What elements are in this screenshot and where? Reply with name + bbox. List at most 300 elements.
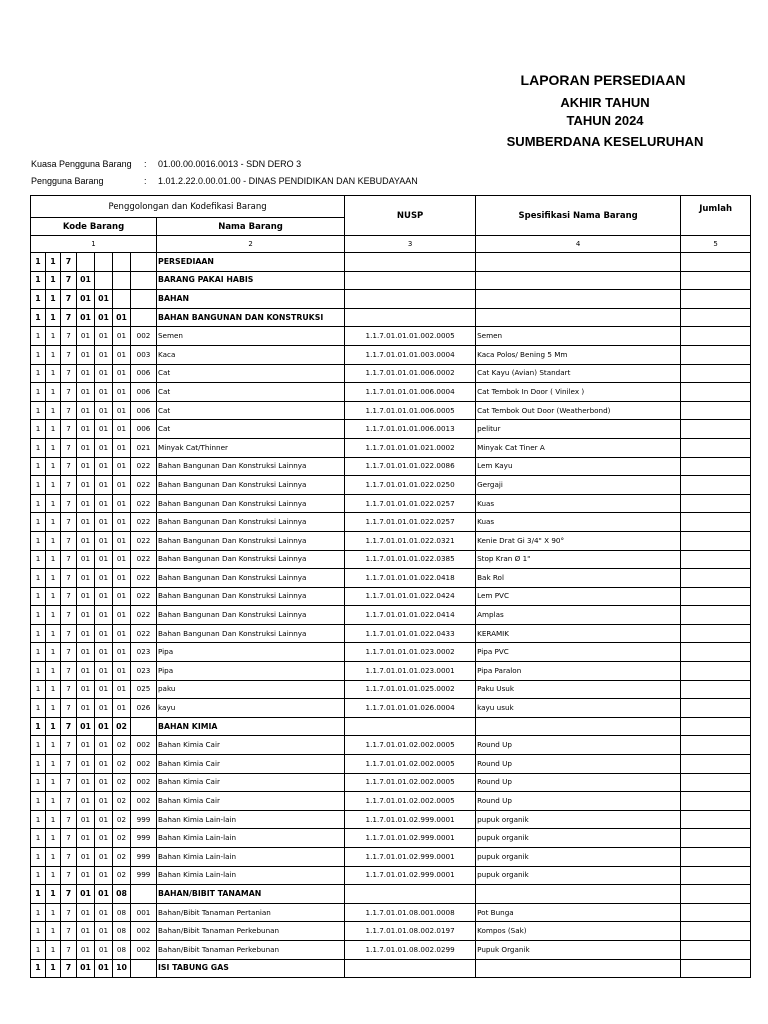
kode-cell: 01 [77, 699, 95, 718]
spesifikasi-cell: Pot Bunga [476, 903, 681, 922]
kode-cell: 1 [46, 569, 61, 588]
nusp-cell: 1.1.7.01.01.01.006.0005 [345, 401, 476, 420]
kode-cell: 002 [131, 773, 157, 792]
nusp-cell: 1.1.7.01.01.02.999.0001 [345, 866, 476, 885]
kode-cell: 1 [31, 327, 46, 346]
spesifikasi-cell: Pipa PVC [476, 643, 681, 662]
kode-cell: 1 [46, 606, 61, 625]
kode-cell: 022 [131, 513, 157, 532]
kode-cell: 1 [31, 940, 46, 959]
kode-cell: 1 [31, 308, 46, 327]
kode-cell: 002 [131, 922, 157, 941]
kode-cell: 1 [46, 940, 61, 959]
meta-label: Kuasa Pengguna Barang [31, 159, 132, 169]
jumlah-cell [681, 680, 751, 699]
kode-cell: 02 [113, 810, 131, 829]
kode-cell [131, 885, 157, 904]
kode-cell: 1 [31, 959, 46, 978]
nama-barang-cell: Bahan Kimia Cair [157, 792, 345, 811]
kode-cell: 1 [31, 810, 46, 829]
jumlah-cell [681, 345, 751, 364]
jumlah-cell [681, 643, 751, 662]
nusp-cell: 1.1.7.01.01.01.022.0418 [345, 569, 476, 588]
jumlah-cell [681, 755, 751, 774]
kode-cell: 1 [46, 792, 61, 811]
kode-cell: 01 [95, 643, 113, 662]
kode-cell: 7 [61, 662, 77, 681]
header-num-2: 2 [157, 236, 345, 253]
kode-cell: 01 [95, 420, 113, 439]
jumlah-cell [681, 903, 751, 922]
jumlah-cell [681, 717, 751, 736]
kode-cell: 7 [61, 513, 77, 532]
nama-barang-cell: Bahan Kimia Lain-lain [157, 810, 345, 829]
kode-cell: 1 [46, 476, 61, 495]
nama-barang-cell: Bahan Bangunan Dan Konstruksi Lainnya [157, 476, 345, 495]
kode-cell: 1 [46, 308, 61, 327]
kode-cell: 7 [61, 569, 77, 588]
kode-cell: 1 [46, 717, 61, 736]
header-nama-barang: Nama Barang [157, 218, 345, 236]
spesifikasi-cell: Kaca Polos/ Bening 5 Mm [476, 345, 681, 364]
spesifikasi-cell: Paku Usuk [476, 680, 681, 699]
kode-cell [113, 271, 131, 290]
jumlah-cell [681, 513, 751, 532]
kode-cell: 02 [113, 773, 131, 792]
kode-cell: 1 [31, 606, 46, 625]
kode-cell: 01 [77, 327, 95, 346]
kode-cell: 026 [131, 699, 157, 718]
kode-cell [131, 253, 157, 272]
table-row [31, 922, 751, 941]
kode-cell: 1 [31, 829, 46, 848]
table-row [31, 755, 751, 774]
kode-cell: 7 [61, 755, 77, 774]
jumlah-cell [681, 662, 751, 681]
spesifikasi-cell [476, 290, 681, 309]
kode-cell: 1 [31, 866, 46, 885]
kode-cell: 01 [95, 717, 113, 736]
kode-cell: 1 [31, 494, 46, 513]
kode-cell: 1 [46, 959, 61, 978]
meta-value: 01.00.00.0016.0013 - SDN DERO 3 [158, 159, 302, 169]
kode-cell: 023 [131, 643, 157, 662]
kode-cell: 006 [131, 364, 157, 383]
kode-cell: 003 [131, 345, 157, 364]
kode-cell: 02 [113, 736, 131, 755]
kode-cell: 01 [77, 624, 95, 643]
kode-cell: 7 [61, 736, 77, 755]
jumlah-cell [681, 476, 751, 495]
kode-cell: 7 [61, 438, 77, 457]
table-row [31, 885, 751, 904]
nusp-cell: 1.1.7.01.01.01.022.0414 [345, 606, 476, 625]
kode-cell: 01 [95, 606, 113, 625]
jumlah-cell [681, 829, 751, 848]
nusp-cell: 1.1.7.01.01.01.023.0001 [345, 662, 476, 681]
kode-cell [113, 253, 131, 272]
kode-cell: 022 [131, 606, 157, 625]
kode-cell: 01 [113, 662, 131, 681]
kode-cell: 1 [46, 903, 61, 922]
kode-cell: 1 [46, 885, 61, 904]
kode-cell: 7 [61, 922, 77, 941]
kode-cell: 1 [46, 624, 61, 643]
kode-cell: 1 [31, 699, 46, 718]
nama-barang-cell: Kaca [157, 345, 345, 364]
kode-cell: 02 [113, 792, 131, 811]
nusp-cell: 1.1.7.01.01.01.022.0433 [345, 624, 476, 643]
header-nusp: NUSP [345, 196, 476, 236]
kode-cell: 01 [77, 401, 95, 420]
kode-cell: 1 [46, 438, 61, 457]
kode-cell: 01 [113, 624, 131, 643]
jumlah-cell [681, 848, 751, 867]
report-title: LAPORAN PERSEDIAAN [520, 72, 686, 88]
jumlah-cell [681, 606, 751, 625]
kode-cell: 1 [46, 494, 61, 513]
kode-cell: 023 [131, 662, 157, 681]
jumlah-cell [681, 308, 751, 327]
kode-cell: 10 [113, 959, 131, 978]
kode-cell: 999 [131, 829, 157, 848]
nama-barang-cell: Bahan Kimia Cair [157, 773, 345, 792]
kode-cell: 1 [31, 922, 46, 941]
spesifikasi-cell: Round Up [476, 773, 681, 792]
nama-barang-cell: Bahan Bangunan Dan Konstruksi Lainnya [157, 624, 345, 643]
meta-sep: : [144, 159, 147, 169]
kode-cell: 7 [61, 699, 77, 718]
kode-cell: 1 [31, 662, 46, 681]
spesifikasi-cell: Lem PVC [476, 587, 681, 606]
kode-cell: 1 [31, 383, 46, 402]
kode-cell: 7 [61, 885, 77, 904]
table-row [31, 550, 751, 569]
nusp-cell: 1.1.7.01.01.01.022.0385 [345, 550, 476, 569]
nama-barang-cell: Bahan Bangunan Dan Konstruksi Lainnya [157, 606, 345, 625]
nusp-cell: 1.1.7.01.01.01.022.0257 [345, 513, 476, 532]
nusp-cell: 1.1.7.01.01.01.003.0004 [345, 345, 476, 364]
spesifikasi-cell [476, 253, 681, 272]
kode-cell: 1 [46, 327, 61, 346]
table-row [31, 308, 751, 327]
nusp-cell: 1.1.7.01.01.08.002.0299 [345, 940, 476, 959]
kode-cell: 7 [61, 531, 77, 550]
table-row [31, 438, 751, 457]
kode-cell: 1 [46, 773, 61, 792]
kode-cell: 7 [61, 550, 77, 569]
kode-cell [131, 271, 157, 290]
kode-cell: 01 [113, 401, 131, 420]
kode-cell: 01 [95, 922, 113, 941]
spesifikasi-cell: Round Up [476, 736, 681, 755]
kode-cell: 1 [46, 401, 61, 420]
jumlah-cell [681, 364, 751, 383]
kode-cell [131, 290, 157, 309]
table-row [31, 457, 751, 476]
header-num-5: 5 [681, 236, 751, 253]
spesifikasi-cell: Kompos (Sak) [476, 922, 681, 941]
nusp-cell [345, 717, 476, 736]
kode-cell: 01 [95, 476, 113, 495]
kode-cell: 01 [77, 290, 95, 309]
kode-cell: 999 [131, 866, 157, 885]
kode-cell: 01 [77, 271, 95, 290]
kode-cell: 01 [113, 364, 131, 383]
table-row [31, 383, 751, 402]
kode-cell: 7 [61, 364, 77, 383]
table-row [31, 699, 751, 718]
nusp-cell: 1.1.7.01.01.08.001.0008 [345, 903, 476, 922]
kode-cell: 1 [46, 550, 61, 569]
kode-cell: 1 [46, 643, 61, 662]
kode-cell: 1 [46, 680, 61, 699]
kode-cell: 01 [77, 755, 95, 774]
kode-cell: 7 [61, 420, 77, 439]
jumlah-cell [681, 922, 751, 941]
nama-barang-cell: BARANG PAKAI HABIS [157, 271, 345, 290]
kode-cell: 01 [77, 717, 95, 736]
kode-cell: 025 [131, 680, 157, 699]
kode-cell [95, 271, 113, 290]
kode-cell: 01 [77, 550, 95, 569]
table-row [31, 829, 751, 848]
nama-barang-cell: Pipa [157, 643, 345, 662]
nama-barang-cell: Bahan Kimia Cair [157, 755, 345, 774]
kode-cell: 08 [113, 885, 131, 904]
nusp-cell: 1.1.7.01.01.02.002.0005 [345, 792, 476, 811]
nusp-cell: 1.1.7.01.01.01.002.0005 [345, 327, 476, 346]
nusp-cell: 1.1.7.01.01.02.002.0005 [345, 736, 476, 755]
kode-cell: 1 [46, 922, 61, 941]
kode-cell: 01 [95, 457, 113, 476]
kode-cell: 022 [131, 569, 157, 588]
kode-cell: 7 [61, 308, 77, 327]
jumlah-cell [681, 569, 751, 588]
kode-cell: 1 [46, 848, 61, 867]
kode-cell [95, 253, 113, 272]
nusp-cell: 1.1.7.01.01.02.002.0005 [345, 773, 476, 792]
kode-cell: 01 [95, 755, 113, 774]
kode-cell: 7 [61, 587, 77, 606]
table-row [31, 345, 751, 364]
kode-cell: 01 [95, 773, 113, 792]
kode-cell: 01 [77, 829, 95, 848]
table-row [31, 253, 751, 272]
nusp-cell: 1.1.7.01.01.08.002.0197 [345, 922, 476, 941]
kode-cell: 7 [61, 903, 77, 922]
nama-barang-cell: Bahan Kimia Cair [157, 736, 345, 755]
kode-cell: 01 [113, 383, 131, 402]
table-row [31, 662, 751, 681]
nama-barang-cell: Minyak Cat/Thinner [157, 438, 345, 457]
kode-cell: 01 [77, 438, 95, 457]
kode-cell: 1 [46, 810, 61, 829]
nusp-cell: 1.1.7.01.01.01.006.0004 [345, 383, 476, 402]
nama-barang-cell: Bahan Bangunan Dan Konstruksi Lainnya [157, 531, 345, 550]
kode-cell: 1 [46, 364, 61, 383]
table-row [31, 513, 751, 532]
kode-cell: 01 [77, 680, 95, 699]
header-num-1: 1 [31, 236, 157, 253]
nusp-cell [345, 271, 476, 290]
kode-cell: 01 [77, 922, 95, 941]
kode-cell: 01 [95, 494, 113, 513]
nama-barang-cell: PERSEDIAAN [157, 253, 345, 272]
kode-cell: 7 [61, 327, 77, 346]
kode-cell: 01 [113, 643, 131, 662]
kode-cell: 7 [61, 940, 77, 959]
report-subtitle: AKHIR TAHUN [560, 95, 650, 110]
kode-cell: 1 [46, 587, 61, 606]
nama-barang-cell: ISI TABUNG GAS [157, 959, 345, 978]
spesifikasi-cell [476, 271, 681, 290]
kode-cell: 002 [131, 792, 157, 811]
kode-cell: 01 [95, 662, 113, 681]
kode-cell: 002 [131, 755, 157, 774]
kode-cell: 01 [77, 773, 95, 792]
kode-cell: 022 [131, 457, 157, 476]
kode-cell: 01 [95, 345, 113, 364]
table-row [31, 606, 751, 625]
table-body [31, 253, 751, 978]
table-row [31, 959, 751, 978]
table-row [31, 476, 751, 495]
nusp-cell [345, 959, 476, 978]
kode-cell: 022 [131, 476, 157, 495]
table-row [31, 420, 751, 439]
kode-cell: 01 [77, 308, 95, 327]
kode-cell: 01 [77, 364, 95, 383]
spesifikasi-cell: Round Up [476, 792, 681, 811]
table-row [31, 401, 751, 420]
nama-barang-cell: BAHAN KIMIA [157, 717, 345, 736]
kode-cell: 01 [95, 866, 113, 885]
table-row [31, 680, 751, 699]
nama-barang-cell: kayu [157, 699, 345, 718]
jumlah-cell [681, 959, 751, 978]
spesifikasi-cell: Lem Kayu [476, 457, 681, 476]
nusp-cell: 1.1.7.01.01.01.022.0321 [345, 531, 476, 550]
kode-cell: 7 [61, 457, 77, 476]
kode-cell: 1 [46, 271, 61, 290]
kode-cell: 1 [31, 531, 46, 550]
table-row [31, 364, 751, 383]
nama-barang-cell: Bahan Bangunan Dan Konstruksi Lainnya [157, 550, 345, 569]
kode-cell: 1 [46, 420, 61, 439]
kode-cell [113, 290, 131, 309]
nama-barang-cell: Bahan Kimia Lain-lain [157, 848, 345, 867]
kode-cell: 1 [31, 903, 46, 922]
kode-cell: 1 [46, 699, 61, 718]
kode-cell: 1 [46, 829, 61, 848]
kode-cell: 1 [31, 773, 46, 792]
table-row [31, 903, 751, 922]
kode-cell: 022 [131, 550, 157, 569]
kode-cell: 01 [113, 587, 131, 606]
jumlah-cell [681, 587, 751, 606]
spesifikasi-cell [476, 959, 681, 978]
kode-cell: 01 [95, 513, 113, 532]
jumlah-cell [681, 885, 751, 904]
kode-cell: 1 [31, 271, 46, 290]
kode-cell: 1 [31, 792, 46, 811]
table-row [31, 271, 751, 290]
kode-cell: 1 [31, 290, 46, 309]
kode-cell: 7 [61, 959, 77, 978]
kode-cell: 7 [61, 773, 77, 792]
kode-cell: 01 [95, 624, 113, 643]
kode-cell: 01 [95, 680, 113, 699]
table-row [31, 940, 751, 959]
kode-cell: 02 [113, 755, 131, 774]
jumlah-cell [681, 253, 751, 272]
nama-barang-cell: Bahan Kimia Lain-lain [157, 829, 345, 848]
kode-cell: 01 [113, 699, 131, 718]
kode-cell: 1 [46, 736, 61, 755]
nama-barang-cell: Bahan Bangunan Dan Konstruksi Lainnya [157, 587, 345, 606]
table-row [31, 736, 751, 755]
table-row [31, 643, 751, 662]
kode-cell: 1 [31, 736, 46, 755]
kode-cell: 01 [77, 959, 95, 978]
spesifikasi-cell: pupuk organik [476, 848, 681, 867]
kode-cell: 01 [95, 438, 113, 457]
kode-cell: 08 [113, 922, 131, 941]
kode-cell: 022 [131, 624, 157, 643]
kode-cell: 7 [61, 290, 77, 309]
kode-cell: 01 [95, 531, 113, 550]
nama-barang-cell: Pipa [157, 662, 345, 681]
kode-cell: 01 [95, 736, 113, 755]
spesifikasi-cell: Kenie Drat Gi 3/4" X 90° [476, 531, 681, 550]
kode-cell: 999 [131, 810, 157, 829]
spesifikasi-cell: pupuk organik [476, 810, 681, 829]
nama-barang-cell: BAHAN/BIBIT TANAMAN [157, 885, 345, 904]
nama-barang-cell: Bahan Bangunan Dan Konstruksi Lainnya [157, 457, 345, 476]
nama-barang-cell: BAHAN BANGUNAN DAN KONSTRUKSI [157, 308, 345, 327]
table-row [31, 290, 751, 309]
kode-cell: 01 [113, 513, 131, 532]
kode-cell: 01 [77, 810, 95, 829]
kode-cell: 01 [95, 699, 113, 718]
kode-cell: 01 [113, 531, 131, 550]
kode-cell: 1 [46, 662, 61, 681]
kode-cell: 01 [77, 662, 95, 681]
kode-cell: 01 [95, 290, 113, 309]
kode-cell: 01 [77, 885, 95, 904]
nama-barang-cell: Bahan Bangunan Dan Konstruksi Lainnya [157, 494, 345, 513]
nama-barang-cell: Bahan/Bibit Tanaman Perkebunan [157, 940, 345, 959]
kode-cell: 02 [113, 866, 131, 885]
kode-cell: 01 [113, 438, 131, 457]
nusp-cell [345, 308, 476, 327]
nama-barang-cell: paku [157, 680, 345, 699]
spesifikasi-cell [476, 308, 681, 327]
kode-cell: 7 [61, 606, 77, 625]
kode-cell: 01 [77, 866, 95, 885]
kode-cell: 1 [31, 476, 46, 495]
nusp-cell: 1.1.7.01.01.02.999.0001 [345, 848, 476, 867]
jumlah-cell [681, 271, 751, 290]
kode-cell: 01 [77, 848, 95, 867]
header-jumlah: Jumlah [681, 196, 751, 236]
kode-cell: 01 [113, 569, 131, 588]
kode-cell: 01 [77, 606, 95, 625]
jumlah-cell [681, 531, 751, 550]
nusp-cell [345, 885, 476, 904]
kode-cell: 022 [131, 587, 157, 606]
